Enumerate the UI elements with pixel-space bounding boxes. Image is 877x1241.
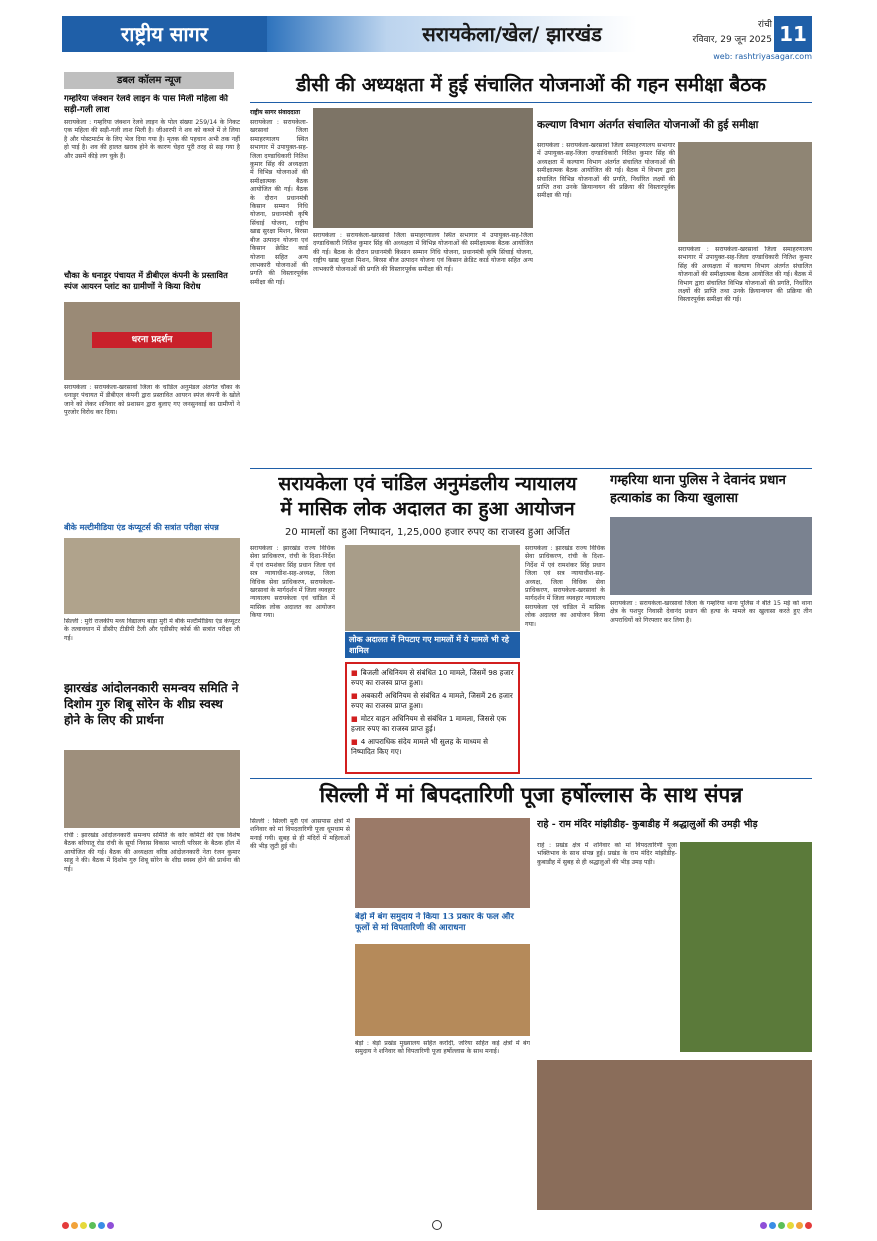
inset-body-block	[355, 1040, 530, 1212]
court-headline-line1: सरायकेला एवं चांडिल अनुमंडलीय न्यायालय	[278, 473, 577, 495]
shibu-body-block	[64, 832, 240, 1212]
temple-head	[537, 818, 812, 838]
temple-headline: राहे - राम मंदिर मांझीडीह- कुबाडीह में श्रद्धालुओं की उमड़ी भीड़	[537, 819, 758, 830]
masthead	[62, 16, 812, 64]
main1-col-1	[250, 108, 308, 463]
court-body-continued: सरायकेला : झारखंड राज्य विधिक सेवा प्राधिकरण, रांची के दिशा-निर्देश में एवं रामशंकर सिंह प्रधान जिला एवं सत्र न्यायाधीश-सह-अध्यक्ष, जिला विधिक सेवा प्राधिकरण, सरायकेला-खरसावां के मार्गदर्शन में जिला व्यवहार न्यायालय सरायकेला एवं चांडिल में मासिक लोक अदालत का आयोजन किया गया।	[525, 545, 605, 628]
inset-head	[355, 912, 530, 942]
court-head	[250, 472, 605, 524]
court-subhead-block	[250, 526, 605, 540]
temple-body-block	[537, 842, 677, 1052]
protest-banner: धरना प्रदर्शन	[92, 332, 212, 348]
welfare-photo	[678, 142, 812, 242]
court-subheadline: 20 मामलों का हुआ निष्पादन, 1,25,000 हजार रुपए का राजस्व हुआ अर्जित	[285, 527, 570, 538]
temple-photo	[680, 842, 812, 1052]
date-block	[642, 18, 772, 48]
footer-emblem	[432, 1220, 442, 1230]
court-col-1	[250, 545, 335, 775]
protest-photo	[64, 302, 240, 380]
welfare-head	[537, 118, 812, 138]
date: रविवार, 29 जून 2025	[692, 35, 772, 45]
page-number: 11	[774, 16, 812, 52]
shibu-headline: झारखंड आंदोलनकारी समन्वय समिति ने दिशोम गुरु शिबू सोरेन के शीघ्र स्वस्थ होने के लिए की प्रार्थना	[64, 681, 239, 727]
welfare-headline: कल्याण विभाग अंतर्गत संचालित योजनाओं की हुई समीक्षा	[537, 119, 759, 131]
city: रांची	[757, 20, 772, 30]
brand-title: राष्ट्रीय सागर	[62, 16, 267, 52]
story-1-headline: गम्हरिया जंक्शन रेलवे लाइन के पास मिली महिला की सड़ी-गली लाश	[64, 94, 228, 115]
silli-col-1	[250, 818, 350, 1213]
story-3-body: सिल्ली : मुरी राजकीय मध्य विद्यालय बाड़ा मुरी में बीके मल्टीमीडिया एंड कंप्यूटर के तत्वावधान में डीसीए टीडीपी टैली और एडीसीए कोर्स की सत्रांत परीक्षा ली गई।	[64, 618, 240, 642]
main-headline-block	[250, 72, 812, 100]
main-headline: डीसी की अध्यक्षता में हुई संचालित योजनाओं की गहन समीक्षा बैठक	[296, 74, 766, 96]
shibu-photo	[64, 750, 240, 828]
divider	[250, 102, 812, 103]
court-bullet-2: ■ अबकारी अधिनियम से संबंधित 4 मामले, जिसमें 26 हजार रुपए का राजस्व प्राप्त हुआ।	[351, 691, 513, 710]
court-photo	[345, 545, 520, 631]
court-bullets-box	[345, 662, 520, 774]
silli-headline: सिल्ली में मां बिपदतारिणी पूजा हर्षोल्लास के साथ संपन्न	[319, 782, 743, 807]
welfare-body-continued: सरायकेला : सरायकेला-खरसावां जिला समाहरणालय सभागार में उपायुक्त-सह-जिला दण्डाधिकारी नितिश कुमार सिंह की अध्यक्षता में कल्याण विभाग अंतर्गत संचालित योजनाओं की समीक्षात्मक बैठक आयोजित की गई। बैठक में विभाग द्वारा संचालित विभिन्न योजनाओं की प्रगति, निर्धारित लक्ष्यों की प्राप्ति तथा उनके क्रियान्वयन की प्रक्रिया की विस्तारपूर्वक समीक्षा की गई।	[678, 246, 812, 304]
main1-col-2	[313, 232, 533, 464]
story-3-body-block	[64, 618, 240, 672]
police-body-block	[610, 600, 812, 775]
court-bullet-4: ■ 4 आपराधिक संदेय मामले भी सुलह के माध्यम से निष्पादित किए गए।	[351, 737, 489, 756]
main1-body-continued: सरायकेला : सरायकेला-खरसावां जिला समाहरणालय स्थित सभागार में उपायुक्त-सह-जिला दण्डाधिकारी नितिश कुमार सिंह की अध्यक्षता में विभिन्न योजनाओं की समीक्षात्मक बैठक आयोजित की गई। बैठक के दौरान प्रधानमंत्री किसान सम्मान निधि योजना, प्रधानमंत्री कृषि सिंचाई योजना, राष्ट्रीय खाद्य सुरक्षा मिशन, बिरसा बीज उत्पादन योजना एवं किसान क्रेडिट कार्ड योजना सहित अन्य लाभकारी योजनाओं की प्रगति की विस्तारपूर्वक समीक्षा की गई।	[313, 232, 533, 273]
shibu-head	[64, 680, 240, 745]
exam-photo	[64, 538, 240, 614]
story-1-body: सरायकेला : गम्हरिया जंक्शन रेलवे लाइन के पोल संख्या 259/14 के निकट एक महिला की सड़ी-गली लाश मिली है। जीआरपी ने शव को कब्जे में ले लिया है और पोस्टमार्टम के लिए भेज दिया गया है। मृतक की पहचान अभी तक नहीं हो पाई है। शव की हालत खराब होने के कारण चेहरा पूरी तरह से सड़ गया है और उसमें कीड़े लग चुके हैं।	[64, 119, 240, 160]
court-headline-line2: में मासिक लोक अदालत का हुआ आयोजन	[280, 498, 575, 520]
silli-body: सिल्ली : सिल्ली मुरी एवं आसपास क्षेत्रों में शनिवार को मां विपदतारिणी पूजा धूमधाम से मनाई गयी। सुबह से ही मंदिरों में महिलाओं की भीड़ जुटी हुई थी।	[250, 818, 350, 851]
story-3-headline: बीके मल्टीमीडिया एंड कंप्यूटर्स की सत्रांत परीक्षा संपन्न	[64, 522, 219, 532]
welfare-body-block	[537, 142, 675, 464]
welfare-body-block-2	[678, 246, 812, 464]
inset-body: बेड़ो : बेड़ो प्रखंड मुख्यालय सहित करोंदी, जरिया सहित कई क्षेत्रों में बंग समुदाय ने शनिवार को विपतारिणी पूजा हर्षोल्लास के साथ मनाई।	[355, 1040, 530, 1056]
main1-body: सरायकेला : सरायकेला-खरसावां जिला समाहरणालय स्थित सभागार में उपायुक्त-सह-जिला दण्डाधिकारी नितिश कुमार सिंह की अध्यक्षता में विभिन्न योजनाओं की समीक्षात्मक बैठक आयोजित की गई। बैठक के दौरान प्रधानमंत्री किसान सम्मान निधि योजना, प्रधानमंत्री कृषि सिंचाई योजना, राष्ट्रीय खाद्य सुरक्षा मिशन, बिरसा बीज उत्पादन योजना एवं किसान क्रेडिट कार्ड योजना सहित अन्य लाभकारी योजनाओं की प्रगति की विस्तारपूर्वक समीक्षा की गई।	[250, 119, 308, 286]
divider	[250, 468, 812, 469]
footer-dots-right	[760, 1222, 812, 1229]
story-2-headline: चौका के धनाड़ूर पंचायत में डीबीएल कंपनी के प्रस्तावित स्पंज आयरन प्लांट का ग्रामीणों ने किया विरोध	[64, 270, 228, 291]
police-head	[610, 472, 812, 516]
court-bullet-3: ■ मोटर वाहन अधिनियम से संबंधित 1 मामला, जिससे एक हजार रुपए का राजस्व प्राप्त हुई।	[351, 714, 507, 733]
court-col-3	[525, 545, 605, 775]
welfare-body: सरायकेला : सरायकेला-खरसावां जिला समाहरणालय सभागार में उपायुक्त-सह-जिला दण्डाधिकारी नितिश कुमार सिंह की अध्यक्षता में कल्याण विभाग अंतर्गत संचालित योजनाओं की समीक्षात्मक बैठक आयोजित की गई। बैठक में विभाग द्वारा संचालित विभिन्न योजनाओं की प्रगति, निर्धारित लक्ष्यों की प्राप्ति तथा उनके क्रियान्वयन की प्रक्रिया की विस्तारपूर्वक समीक्षा की गई।	[537, 142, 675, 200]
story-2-body-block	[64, 384, 240, 519]
police-body: सरायकेला : सरायकेला-खरसावां जिला के गम्हरिया थाना पुलिस ने बीते 15 मई को थाना क्षेत्र के यशपुर निवासी देवानंद प्रधान की हत्या के मामले का खुलासा करते हुए तीन अपराधियों को गिरफ्तार कर लिया है।	[610, 600, 812, 624]
meeting-photo	[313, 108, 533, 228]
bureau-byline: राष्ट्रीय सागर संवाददाता	[250, 109, 301, 116]
court-caption-text: लोक अदालत में निपटाए गए मामलों में ये मामले भी रहे शामिल	[345, 632, 520, 658]
silli-head	[250, 780, 812, 812]
police-headline: गम्हरिया थाना पुलिस ने देवानंद प्रधान हत्याकांड का किया खुलासा	[610, 473, 786, 506]
shibu-body: रांची : झारखंड आंदोलनकारी समन्वय समिति के कोर कमिटी की एक विशेष बैठक बरियातू रोड रांची के सूर्या निवास विकास भारती परिसर के बैठक हॉल में आयोजित की गई। बैठक की अध्यक्षता वरिष्ठ आंदोलनकारी नेता रंजन कुमार साहु ने की। बैठक में दिशोम गुरु शिबू सोरेन के शीघ्र स्वस्थ होने की प्रार्थना की गई।	[64, 832, 240, 873]
column-tag: डबल कॉलम न्यूज	[64, 72, 234, 89]
divider	[250, 778, 812, 779]
inset-photo	[355, 944, 530, 1036]
story-2-head	[64, 270, 240, 300]
court-photo-caption	[345, 632, 520, 660]
footer	[62, 1220, 812, 1230]
website: web: rashtriyasagar.com	[713, 52, 812, 61]
temple-body: राहे : प्रखंड क्षेत्र में शनिवार को मां विपदतारिणी पूजा भक्तिभाव के साथ संपन्न हुई। प्रखंड के राम मंदिर मांझीडीह-कुबाडीह में सुबह से ही श्रद्धालुओं की भीड़ उमड़ पड़ी।	[537, 842, 677, 866]
section-title: सरायकेला/खेल/ झारखंड	[387, 16, 637, 52]
story-3-head	[64, 522, 240, 536]
story-2-body: सरायकेला : सरायकेला-खरसावां जिला के चांडिल अनुमंडल अंतर्गत चौका के धनाड़ूर पंचायत में डीबीएल कंपनी द्वारा प्रस्तावित आयरन स्पंज कंपनी के खोले जाने को लेकर शनिवार को प्रशासन द्वारा बुलाए गए जनसुनवाई का ग्रामीणों ने पुरजोर विरोध कर दिया।	[64, 384, 240, 417]
police-photo	[610, 517, 812, 595]
inset-headline: बेड़ो में बंग समुदाय ने किया 13 प्रकार के फल और फूलों से मां विपतारिणी की आराधना	[355, 912, 514, 933]
crowd-photo	[537, 1060, 812, 1210]
court-body: सरायकेला : झारखंड राज्य विधिक सेवा प्राधिकरण, रांची के दिशा-निर्देश में एवं रामशंकर सिंह प्रधान जिला एवं सत्र न्यायाधीश-सह-अध्यक्ष, जिला विधिक सेवा प्राधिकरण, सरायकेला-खरसावां के मार्गदर्शन में जिला व्यवहार न्यायालय सरायकेला एवं चांडिल में मासिक लोक अदालत का आयोजन किया गया।	[250, 545, 335, 620]
masthead-decoration	[267, 16, 387, 52]
footer-dots-left	[62, 1222, 114, 1229]
court-bullet-1: ■ बिजली अधिनियम से संबंधित 10 मामले, जिसमें 98 हजार रुपए का राजस्व प्राप्त हुआ।	[351, 668, 514, 687]
story-1	[64, 94, 240, 434]
silli-photo	[355, 818, 530, 908]
